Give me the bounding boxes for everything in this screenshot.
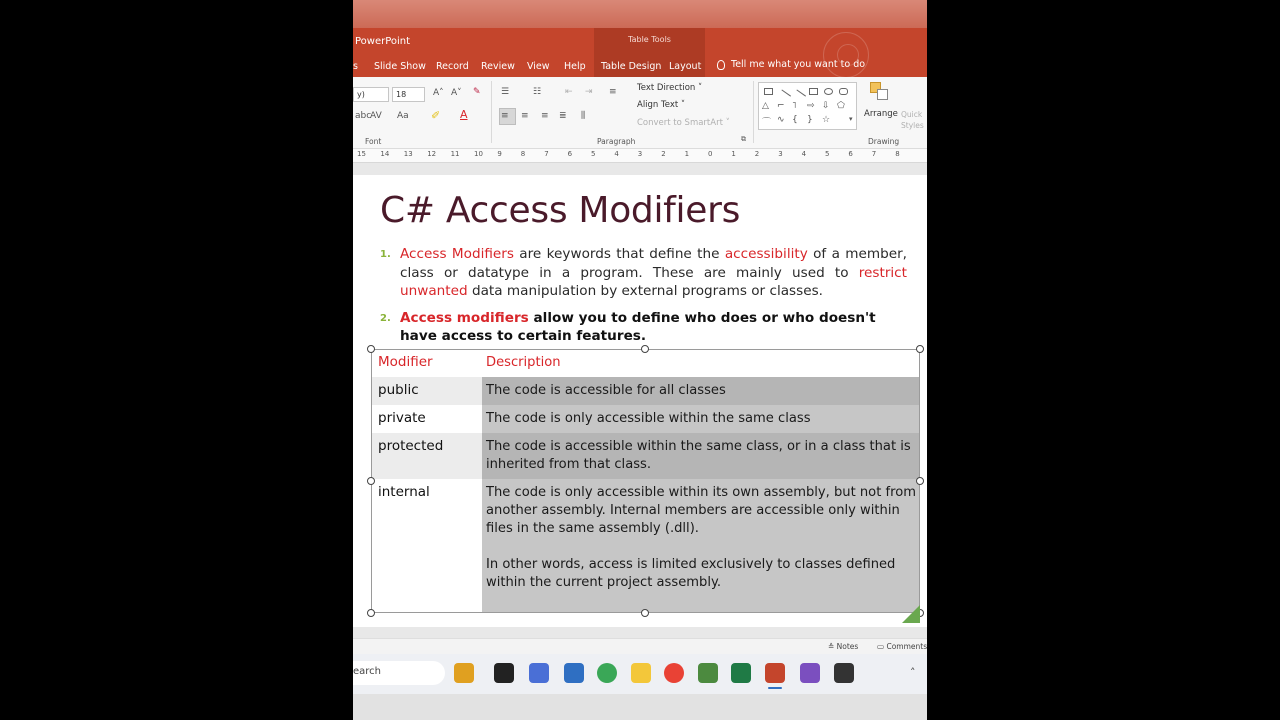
modifier-cell[interactable]: private	[378, 410, 426, 426]
description-cell[interactable]: The code is accessible for all classes	[482, 377, 920, 405]
active-app-indicator	[768, 687, 782, 689]
brace-right-icon: }	[807, 115, 813, 125]
tab-help[interactable]: Help	[564, 61, 586, 72]
ruler-tick: 2	[754, 150, 760, 158]
decrease-indent-icon[interactable]: ⇤	[565, 87, 573, 97]
chart-app-icon[interactable]	[698, 663, 718, 683]
comments-button[interactable]: ▭ Comments	[877, 642, 927, 651]
table-row	[371, 405, 920, 433]
table-row	[371, 377, 920, 405]
freeform-shape-icon: ∿	[777, 115, 785, 125]
ruler-tick: 9	[497, 150, 502, 158]
tab-s[interactable]: s	[353, 61, 358, 72]
phone-screen	[353, 0, 927, 720]
bullet1-text3: data manipulation by external programs or classes.	[467, 283, 823, 299]
textbox-shape-icon	[764, 88, 773, 95]
font-size-select[interactable]: 18	[392, 87, 425, 102]
align-center-icon[interactable]: ≡	[521, 111, 529, 121]
pentagon-shape-icon: ⬠	[837, 101, 845, 111]
header-description[interactable]: Description	[482, 349, 920, 377]
bullet2-term: Access modifiers	[400, 309, 529, 326]
drawing-group-label: Drawing	[868, 137, 900, 146]
convert-smartart-button[interactable]: Convert to SmartArt ˅	[637, 118, 730, 128]
top-strip	[353, 0, 927, 28]
ruler-tick: 1	[684, 150, 690, 158]
line-shape-icon	[778, 89, 791, 101]
chrome-icon[interactable]	[664, 663, 684, 683]
tab-view[interactable]: View	[527, 61, 550, 72]
resize-handle-tl[interactable]	[367, 345, 375, 353]
folder-icon[interactable]	[631, 663, 651, 683]
chrome-icon[interactable]	[597, 663, 617, 683]
slide-corner-accent	[902, 605, 920, 623]
align-text-label: Align Text	[637, 100, 679, 110]
align-left-icon: ≡	[501, 111, 509, 121]
app-icon[interactable]	[834, 663, 854, 683]
ruler-tick: 8	[895, 150, 900, 158]
bullet-number: 1.	[380, 249, 391, 260]
terminal-icon[interactable]	[494, 663, 514, 683]
ribbon-body	[353, 77, 927, 149]
group-separator	[753, 81, 754, 143]
ruler-tick: 12	[427, 150, 437, 158]
ruler-tick: 5	[591, 150, 596, 158]
bullet1-term: Access Modifiers	[400, 246, 514, 262]
convert-smartart-label: Convert to SmartArt	[637, 118, 723, 128]
header-modifier[interactable]: Modifier	[378, 354, 433, 370]
table-row	[371, 433, 920, 479]
ruler-tick: 1	[731, 150, 736, 158]
bullet1-text2: of a member, class or datatype in a program. These are mainly used to	[400, 246, 908, 281]
arrange-button[interactable]: Arrange	[864, 109, 898, 119]
notes-button[interactable]: ≙ Notes	[828, 642, 859, 651]
modifiers-table[interactable]	[371, 349, 920, 613]
strikethrough-icon[interactable]: abc	[355, 111, 372, 121]
bullet-item-2	[380, 309, 907, 346]
ruler-tick: 0	[708, 150, 713, 158]
rounded-rect-shape-icon	[839, 88, 848, 95]
ruler-tick: 10	[474, 150, 483, 158]
right-arrow-shape-icon: ⇨	[807, 101, 815, 111]
ruler-tick: 8	[520, 150, 526, 158]
table-row	[371, 479, 920, 613]
arrange-icon	[870, 82, 890, 102]
resize-handle-bl[interactable]	[367, 609, 375, 617]
quick-styles-button[interactable]: Quick Styles	[901, 110, 924, 130]
shrink-font-icon[interactable]: A˅	[451, 88, 462, 98]
taskbar-search[interactable]	[353, 661, 445, 685]
ribbon-tab-bar	[353, 28, 927, 77]
align-text-button[interactable]: Align Text ˅	[637, 100, 686, 110]
windows-taskbar	[353, 654, 927, 694]
ruler-tick: 7	[871, 150, 877, 158]
table-tools-label: Table Tools	[628, 35, 671, 44]
notes-label: Notes	[836, 642, 859, 651]
triangle-shape-icon: △	[762, 101, 769, 111]
char-spacing-icon[interactable]: AV	[370, 111, 382, 121]
ruler-tick: 4	[614, 150, 619, 158]
bullet2-text: allow you to define who does or who doesn't have access to certain features.	[400, 309, 876, 344]
resize-handle-t[interactable]	[641, 345, 649, 353]
ruler-tick: 14	[380, 150, 390, 158]
comments-label: Comments	[886, 642, 927, 651]
tab-table-design[interactable]: Table Design	[601, 61, 662, 72]
tell-me-text: Tell me what you want to do	[731, 59, 866, 70]
ruler-tick: 15	[357, 150, 366, 158]
excel-icon[interactable]	[731, 663, 751, 683]
font-color-icon[interactable]: A	[460, 108, 468, 121]
text-direction-button[interactable]: Text Direction ˅	[637, 83, 703, 93]
ruler-tick: 13	[403, 150, 413, 158]
table-header-row	[371, 349, 920, 377]
description-paragraph: The code is only accessible within its own assembly, but not from another assembly. Internal members are accessible only within files in the same assembly (.dll).	[486, 485, 916, 536]
description-cell[interactable]	[482, 479, 920, 613]
app-title: PowerPoint	[355, 36, 411, 47]
search-placeholder: earch	[353, 666, 382, 677]
bullet1-text: are keywords that define the	[513, 246, 725, 262]
font-group-label: Font	[365, 137, 382, 146]
highlight-icon[interactable]: ✐	[431, 109, 441, 122]
brace-left-icon: {	[792, 115, 798, 125]
ruler-tick: 3	[778, 150, 783, 158]
rectangle-shape-icon	[809, 88, 818, 95]
tab-review[interactable]: Review	[481, 61, 515, 72]
ruler-tick: 5	[825, 150, 830, 158]
ruler-tick: 6	[567, 150, 573, 158]
gallery-more-icon[interactable]: ▾	[849, 115, 853, 123]
resize-handle-r[interactable]	[916, 477, 924, 485]
columns-icon[interactable]: ⫼	[581, 111, 586, 121]
visual-studio-icon[interactable]	[800, 663, 820, 683]
group-separator	[491, 81, 492, 143]
align-right-icon[interactable]: ≡	[541, 111, 549, 121]
curve-shape-icon: ⌒	[762, 118, 772, 128]
ruler-tick: 11	[450, 150, 460, 158]
chevron-up-icon[interactable]: ˄	[910, 666, 916, 679]
arrange-front-shape	[877, 89, 888, 100]
description-cell[interactable]: The code is only accessible within the same class	[486, 411, 811, 426]
status-bar	[353, 638, 927, 654]
clear-format-icon[interactable]: ✎	[473, 87, 481, 97]
security-icon[interactable]	[529, 663, 549, 683]
lightbulb-icon	[717, 60, 725, 70]
resize-handle-l[interactable]	[367, 477, 375, 485]
description-paragraph-2: In other words, access is limited exclusively to classes defined within the current project assembly.	[486, 557, 896, 590]
font-name-select[interactable]: y)	[353, 87, 389, 102]
shapes-gallery[interactable]	[758, 82, 857, 130]
ruler-tick: 3	[637, 150, 643, 158]
bullet1-term3: restrict unwanted	[400, 264, 907, 299]
tab-record[interactable]: Record	[436, 61, 469, 72]
description-cell[interactable]: The code is accessible within the same class, or in a class that is inherited from that class.	[482, 433, 920, 479]
connector-icon: ˥	[792, 101, 797, 111]
paragraph-group-label: Paragraph	[597, 137, 636, 146]
ruler-tick: 4	[801, 150, 807, 158]
bullet1-term2: accessibility	[724, 246, 808, 262]
modifier-cell[interactable]: internal	[378, 484, 430, 500]
star-shape-icon: ☆	[822, 115, 831, 125]
bottom-strip	[353, 694, 927, 720]
down-arrow-shape-icon: ⇩	[822, 101, 830, 111]
modifier-cell[interactable]: protected	[371, 433, 482, 479]
slide-title[interactable]: C# Access Modifiers	[380, 190, 741, 231]
tell-me-box[interactable]	[717, 59, 865, 70]
tab-layout[interactable]: Layout	[669, 61, 702, 72]
bullets-icon[interactable]: ☰	[501, 87, 510, 97]
tab-slide-show[interactable]: Slide Show	[374, 61, 426, 72]
change-case-icon[interactable]: Aa	[397, 111, 409, 121]
line-spacing-icon[interactable]: ≡	[609, 87, 617, 97]
horizontal-ruler[interactable]	[353, 149, 927, 163]
ruler-tick: 6	[848, 150, 853, 158]
grow-font-icon[interactable]: A˄	[433, 88, 444, 98]
increase-indent-icon[interactable]: ⇥	[585, 87, 593, 97]
bullet-number: 2.	[380, 312, 391, 324]
paragraph-launcher-icon[interactable]: ⧉	[741, 135, 746, 143]
arrow-line-shape-icon	[793, 89, 806, 101]
resize-handle-b[interactable]	[641, 609, 649, 617]
bullet-list[interactable]	[380, 245, 907, 346]
numbering-icon[interactable]: ☷	[533, 87, 542, 97]
slide[interactable]	[353, 175, 927, 627]
shield-icon[interactable]	[564, 663, 584, 683]
powerpoint-icon[interactable]	[765, 663, 785, 683]
ruler-tick: 7	[544, 150, 549, 158]
justify-icon[interactable]: ≣	[559, 111, 567, 121]
resize-handle-tr[interactable]	[916, 345, 924, 353]
elbow-connector-icon: ⌐	[777, 101, 785, 111]
briefcase-icon[interactable]	[454, 663, 474, 683]
modifier-cell[interactable]: public	[371, 377, 482, 405]
ruler-tick: 2	[661, 150, 666, 158]
bullet-item-1	[380, 245, 907, 301]
oval-shape-icon	[824, 88, 833, 95]
text-direction-label: Text Direction	[637, 83, 696, 93]
